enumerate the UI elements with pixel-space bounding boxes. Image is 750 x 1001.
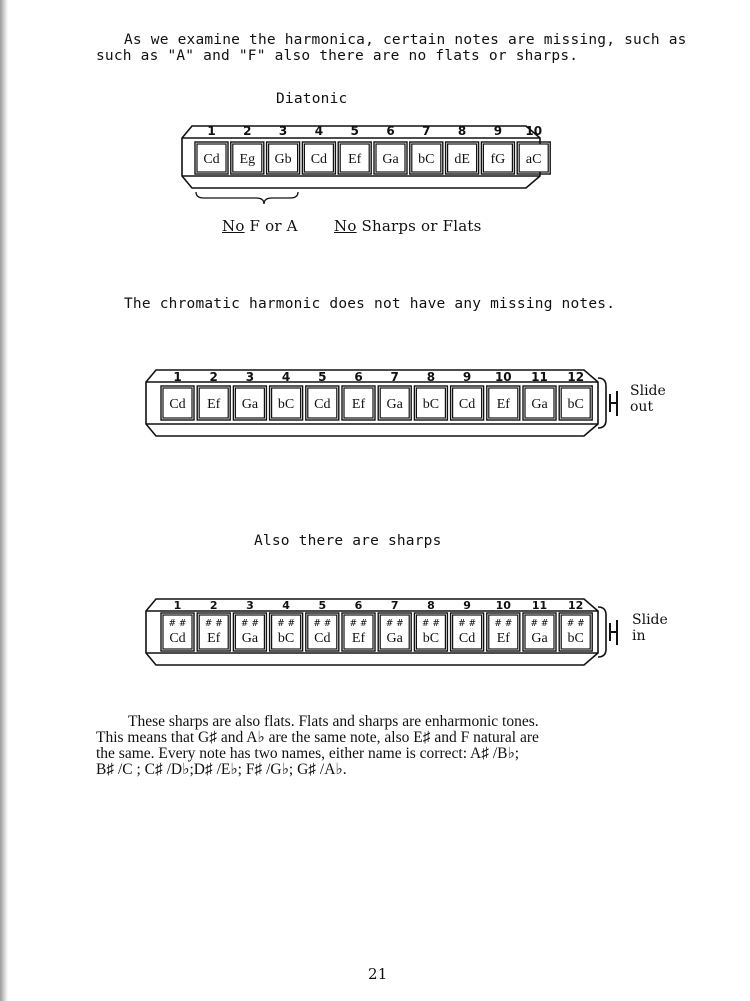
chromatic-in-hole-note: Ga [241, 631, 259, 646]
chromatic-in-hole-number: 9 [463, 599, 471, 612]
chromatic-in-hole-note: Ef [207, 631, 221, 646]
slide-out-label [630, 383, 666, 415]
f-or-a-text: F or A [244, 217, 298, 235]
chromatic-in-hole-number: 4 [282, 599, 290, 612]
chromatic-out-hole-number: 6 [354, 370, 363, 384]
no-underlined-2: No [334, 217, 357, 235]
chromatic-in-sharp-marks: # # [277, 619, 296, 629]
slide-button-out [610, 391, 617, 416]
chromatic-out-hole-note: bC [567, 397, 584, 412]
final-line-2: This means that G♯ and A♭ are the same note, also E♯ and F natural are [96, 729, 539, 746]
chromatic-out-hole-number: 3 [245, 370, 255, 384]
chromatic-harmonica-slide-out [136, 364, 626, 444]
diatonic-bracket [196, 192, 298, 204]
intro-line-2: such as "A" and "F" also there are no flats or sharps. [96, 48, 579, 64]
chromatic-in-sharp-marks: # # [204, 619, 223, 629]
chromatic-out-hole-note: Ga [531, 397, 548, 412]
slide-out-word: Slide [630, 383, 666, 399]
chromatic-in-sharp-marks: # # [313, 619, 332, 629]
chromatic-out-hole-number: 1 [173, 370, 182, 384]
page-binding-edge [0, 0, 8, 1001]
chromatic-in-hole-note: Ef [351, 631, 366, 646]
slide-in-label [632, 612, 668, 644]
chromatic-in-hole-number: 2 [209, 599, 218, 612]
diatonic-hole-number: 7 [422, 124, 431, 138]
intro-line-1: As we examine the harmonica, certain notes are missing, such as [124, 32, 687, 48]
chromatic-in-sharp-marks: # # [458, 619, 477, 629]
chromatic-out-hole-note: Cd [458, 397, 476, 412]
chromatic-in-sharp-marks: # # [494, 619, 513, 629]
diatonic-hole-number: 4 [314, 124, 324, 138]
chromatic-in-sharp-marks: # # [530, 619, 549, 629]
chromatic-out-hole-number: 2 [209, 370, 218, 384]
chromatic-out-hole-note: Ef [496, 397, 510, 412]
slide-button-in [610, 620, 617, 645]
diatonic-hole-note: fG [490, 152, 506, 167]
diatonic-harmonica [176, 120, 566, 210]
chromatic-in-hole-note: Cd [458, 631, 476, 646]
chromatic-in-hole-number: 1 [173, 599, 182, 612]
chromatic-out-hole-note: Ga [241, 397, 259, 412]
chromatic-in-hole-note: Cd [314, 631, 331, 646]
chromatic-in-hole-note: bC [567, 631, 584, 646]
chromatic-in-hole-number: 12 [568, 599, 584, 612]
chromatic-in-hole-number: 10 [495, 599, 511, 612]
in-word: in [632, 628, 646, 644]
chromatic-in-sharp-marks: # # [566, 619, 585, 629]
chromatic-in-sharp-marks: # # [421, 619, 440, 629]
chromatic-out-hole-number: 11 [531, 370, 548, 384]
chromatic-in-hole-number: 6 [354, 599, 363, 612]
chromatic-out-hole-note: Ef [207, 397, 221, 412]
chromatic-out-hole-number: 12 [567, 370, 585, 384]
final-line-1: These sharps are also flats. Flats and sharps are enharmonic tones. [128, 713, 539, 730]
chromatic-out-hole-number: 10 [494, 370, 512, 384]
diatonic-hole-number: 8 [457, 124, 467, 138]
final-line-3: the same. Every note has two names, either name is correct: A♯ /B♭; [96, 745, 520, 762]
chromatic-out-hole-number: 7 [390, 370, 399, 384]
chromatic-out-hole-note: bC [422, 397, 440, 412]
sharps-sentence: Also there are sharps [254, 533, 442, 549]
chromatic-in-hole-number: 5 [318, 599, 327, 612]
diatonic-hole-note: Cd [203, 152, 220, 167]
out-word: out [630, 399, 654, 415]
chromatic-harmonica-slide-in [136, 593, 626, 673]
chromatic-in-hole-note: Ef [496, 631, 510, 646]
chromatic-in-hole-note: bC [277, 631, 295, 646]
chromatic-out-hole-note: bC [277, 397, 295, 412]
chromatic-out-hole-number: 5 [318, 370, 327, 384]
diatonic-hole-note: aC [525, 152, 542, 167]
chromatic-in-hole-number: 3 [246, 599, 254, 612]
chromatic-in-hole-note: Ga [531, 631, 548, 646]
no-underlined: No [222, 217, 245, 235]
chromatic-in-sharp-marks: # # [349, 619, 368, 629]
diatonic-hole-number: 1 [207, 124, 216, 138]
slide-in-word: Slide [632, 612, 668, 628]
chromatic-in-hole-note: bC [422, 631, 440, 646]
chromatic-out-hole-number: 4 [281, 370, 291, 384]
chromatic-in-hole-number: 11 [531, 599, 548, 612]
diatonic-hole-note: Eg [239, 152, 256, 167]
chromatic-out-hole-note: Ga [386, 397, 403, 412]
chromatic-in-sharp-marks: # # [168, 619, 187, 629]
diatonic-hole-number: 10 [525, 124, 543, 138]
diatonic-hole-note: dE [454, 152, 470, 167]
page-number: 21 [368, 965, 388, 983]
diatonic-hole-number: 3 [278, 124, 288, 138]
chromatic-out-hole-number: 9 [462, 370, 472, 384]
diatonic-title: Diatonic [276, 91, 348, 107]
diatonic-hole-note: Cd [310, 152, 328, 167]
chromatic-in-hole-note: Cd [169, 631, 186, 646]
chromatic-in-hole-number: 8 [427, 599, 435, 612]
final-line-4: B♯ /C ; C♯ /D♭;D♯ /E♭; F♯ /G♭; G♯ /A♭. [96, 761, 347, 778]
chromatic-out-hole-note: Ef [351, 397, 366, 412]
diatonic-hole-note: bC [418, 152, 435, 167]
chromatic-sentence: The chromatic harmonic does not have any missing notes. [124, 296, 616, 312]
diatonic-hole-note: Ga [382, 152, 399, 167]
diatonic-hole-note: Ef [348, 152, 362, 167]
diatonic-hole-number: 6 [386, 124, 395, 138]
enharmonic-paragraph [96, 714, 656, 778]
chromatic-out-hole-note: Cd [169, 397, 186, 412]
diatonic-hole-number: 9 [493, 124, 503, 138]
sharps-or-flats-text: Sharps or Flats [356, 217, 482, 235]
chromatic-out-hole-number: 8 [426, 370, 436, 384]
diatonic-hole-number: 5 [350, 124, 359, 138]
no-f-or-a-note [222, 218, 298, 235]
chromatic-in-sharp-marks: # # [240, 619, 259, 629]
diatonic-hole-number: 2 [243, 124, 252, 138]
chromatic-in-sharp-marks: # # [385, 619, 404, 629]
chromatic-in-hole-number: 7 [390, 599, 399, 612]
chromatic-out-hole-note: Cd [314, 397, 331, 412]
no-sharps-note [334, 218, 482, 235]
diatonic-hole-note: Gb [274, 152, 292, 167]
chromatic-in-hole-note: Ga [386, 631, 403, 646]
